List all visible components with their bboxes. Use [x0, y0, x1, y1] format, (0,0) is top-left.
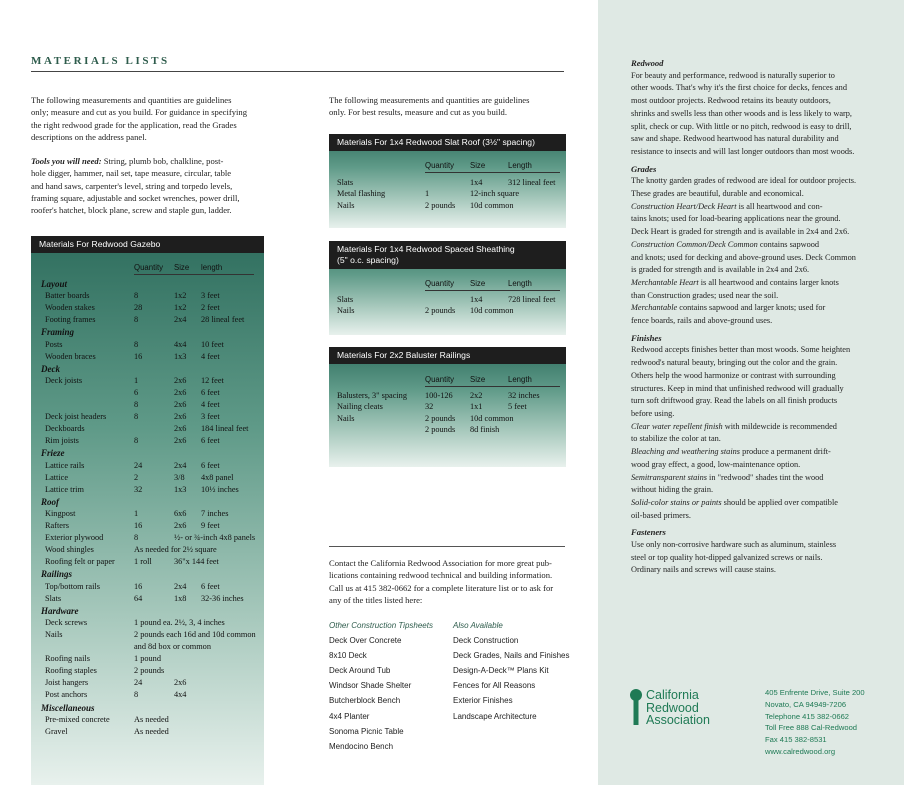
quantity-cell: 8 [134, 339, 139, 349]
length-cell: 9 feet [201, 521, 220, 530]
length-cell: 2 feet [201, 303, 220, 313]
address-line: Toll Free 888 Cal-Redwood [765, 723, 858, 733]
col-header-length: Length [508, 375, 532, 384]
quantity-cell: As needed [134, 714, 169, 724]
list-heading: Also Available [453, 621, 503, 630]
quantity-cell: 1 [425, 189, 430, 199]
quantity-cell: 16 [134, 581, 143, 591]
length-cell: 6 feet [201, 387, 220, 397]
text-line: These grades are beautiful, durable and economical. [631, 189, 804, 199]
redwood-tree-icon [629, 689, 643, 729]
quantity-cell: 8 [134, 412, 139, 422]
size-cell: 2x6 [174, 375, 187, 385]
item-cell: Top/bottom rails [45, 581, 100, 591]
text-line [631, 421, 893, 434]
size-cell: 1x1 [470, 402, 483, 412]
quantity-cell: 100-126 [425, 391, 453, 400]
section-heading: Redwood [631, 58, 664, 68]
col-header-quantity: Quantity [425, 279, 455, 288]
text-fragment: produce a permanent drift- [740, 447, 831, 457]
text-line: Ordinary nails and screws will cause stains. [631, 565, 776, 575]
text-line: hole digger, hammer, nail set, tape measure, circular, table [31, 168, 232, 179]
item-cell: Slats [45, 593, 62, 603]
quantity-cell: 1 roll [134, 557, 152, 567]
title-line: Materials For 1x4 Redwood Spaced Sheathing [337, 244, 515, 254]
item-cell: Exterior plywood [45, 533, 104, 543]
list-item: Deck Construction [453, 636, 519, 646]
item-cell: Wooden stakes [45, 303, 95, 313]
size-cell: 10d common [470, 200, 514, 210]
quantity-cell: As needed for 2½ square [134, 545, 217, 555]
size-cell: 2x4 [174, 315, 187, 325]
length-cell: 12 feet [201, 375, 224, 385]
length-cell: 3 feet [201, 412, 220, 422]
size-cell: 2x6 [174, 400, 187, 409]
address-line: www.calredwood.org [765, 746, 836, 756]
text-line [631, 497, 893, 510]
size-cell: 2x6 [174, 412, 187, 422]
size-cell: 4x4 [174, 690, 187, 700]
term: Merchantable Heart [631, 277, 699, 287]
item-cell: Nails [337, 413, 355, 423]
quantity-cell: 8 [134, 533, 139, 543]
text-line: tains knots; used for load-bearing applications near the ground. [631, 214, 841, 224]
length-cell: 3 feet [201, 291, 220, 301]
term: Construction Common/Deck Common [631, 239, 758, 249]
text-line: and knots; used for decking and above-ground uses. Deck Common [631, 252, 856, 262]
list-item: Design-A-Deck™ Plans Kit [453, 666, 549, 676]
size-cell: 10d common [470, 306, 514, 316]
address-line: Novato, CA 94949-7206 [765, 699, 847, 709]
item-cell: Posts [45, 339, 63, 349]
text-line [631, 446, 893, 459]
col-header-quantity: Quantity [425, 375, 455, 384]
item-cell: Deckboards [45, 424, 85, 434]
text-line: descriptions on the address panel. [31, 131, 147, 142]
item-cell: Roofing nails [45, 654, 90, 664]
item-cell: Kingpost [45, 508, 76, 518]
term: Merchantable [631, 303, 678, 313]
contact-address [765, 687, 865, 758]
list-item: 8x10 Deck [329, 651, 367, 661]
item-cell: Nailing cleats [337, 402, 383, 412]
size-cell: ½- or ¾-inch 4x8 panels [174, 533, 256, 543]
size-cell: 10d common [470, 413, 514, 423]
text-line: Contact the California Redwood Association for more great pub- [329, 558, 552, 568]
length-cell: 4 feet [201, 400, 220, 409]
intro2-paragraph [329, 94, 569, 119]
category-heading: Frieze [41, 448, 65, 459]
col-header-length: Length [508, 279, 532, 288]
item-cell: Wood shingles [45, 545, 94, 555]
text-line: fence boards, rails and above-ground uses. [631, 316, 773, 326]
contact-paragraph [329, 557, 569, 606]
text-line: than Construction grades; used near the soil. [631, 290, 779, 300]
size-cell: 1x3 [174, 484, 187, 494]
text-line: oil-based primers. [631, 510, 691, 520]
item-cell: Wooden braces [45, 351, 96, 361]
list-item: Fences for All Reasons [453, 681, 536, 691]
size-cell: 6x6 [174, 508, 187, 518]
text-line: other woods. That's why it's the first choice for decks, fences and [631, 83, 847, 93]
size-cell: 1x4 [470, 295, 483, 304]
text-line: to stabilize the color at tan. [631, 434, 721, 444]
size-cell: 2x6 [174, 436, 187, 446]
title-line: (5" o.c. spacing) [337, 255, 399, 265]
text-line: the right redwood grade for the application, read the Grades [31, 119, 237, 130]
length-cell: 6 feet [201, 581, 220, 591]
address-line: 405 Enfrente Drive, Suite 200 [765, 688, 865, 697]
item-cell: Pre-mixed concrete [45, 714, 110, 724]
item-cell: Nails [337, 200, 355, 210]
logo-text: Redwood [646, 700, 699, 715]
length-cell: 10½ inches [201, 484, 239, 494]
item-cell: Deck screws [45, 617, 88, 627]
list-item: Landscape Architecture [453, 711, 537, 721]
column-rule [425, 386, 560, 387]
quantity-cell: 2 pounds [425, 424, 456, 434]
quantity-cell: 6 [134, 387, 139, 397]
col-header-size: Size [470, 161, 486, 170]
text-line: structures. Keep in mind that unfinished redwood will gradually [631, 383, 844, 393]
right-column-text [631, 57, 893, 577]
size-cell: 1x2 [174, 303, 187, 313]
text-line: Deck Heart is graded for strength and is available in 2x4 and 2x6. [631, 227, 850, 237]
quantity-cell: 16 [134, 351, 143, 361]
quantity-cell: 64 [134, 593, 143, 603]
address-line: Fax 415 382-8531 [765, 735, 827, 745]
table-title [329, 241, 566, 269]
length-cell: 6 feet [201, 436, 220, 446]
tools-paragraph [31, 155, 271, 216]
col-header-size: Size [470, 375, 486, 384]
text-line [631, 239, 893, 252]
item-cell: Batter boards [45, 291, 90, 301]
column-rule [134, 274, 254, 275]
text-fragment: with mildewcide is recommended [722, 421, 837, 431]
item-cell: Rim joists [45, 436, 79, 446]
quantity-cell: 1 [134, 508, 139, 518]
item-cell: Slats [337, 295, 354, 304]
text-line: wood gray effect, a good, low-maintenance option. [631, 459, 801, 469]
list-item: 4x4 Planter [329, 711, 370, 721]
quantity-cell: 16 [134, 521, 143, 530]
size-cell: 3/8 [174, 472, 185, 482]
table-title: Materials For Redwood Gazebo [31, 236, 264, 253]
text-line: and hand saws, carpenter's level, string and torpedo levels, [31, 180, 233, 191]
item-cell: Metal flashing [337, 189, 386, 199]
size-cell: 1x3 [174, 351, 187, 361]
list-item: Deck Grades, Nails and Finishes [453, 651, 570, 661]
logo-text: California [646, 688, 699, 702]
text-line: For beauty and performance, redwood is naturally superior to [631, 70, 835, 80]
also-available-list [453, 618, 578, 724]
tools-label: Tools you will need: [31, 156, 102, 166]
section-heading: Fasteners [631, 527, 666, 538]
section-heading: Grades [631, 163, 657, 174]
text-line: String, plumb bob, chalkline, post- [101, 156, 224, 166]
size-cell: 2x6 [174, 387, 187, 397]
col-header-size: Size [174, 263, 190, 272]
column-rule [425, 290, 560, 291]
term: Semitransparent stains [631, 472, 707, 482]
item-cell: Roofing staples [45, 666, 97, 676]
text-line: The following measurements and quantities are guidelines [329, 95, 530, 105]
quantity-cell: 28 [134, 303, 143, 313]
length-cell: 4 feet [201, 351, 220, 361]
item-cell: Deck joists [45, 375, 83, 385]
logo-text: Association [646, 713, 710, 727]
quantity-cell: 8 [134, 315, 139, 325]
term: Solid-color stains or paints [631, 497, 722, 507]
item-cell: Lattice trim [45, 484, 84, 494]
quantity-cell: 1 pound ea. 2½, 3, 4 inches [134, 617, 225, 627]
text-line [631, 277, 893, 290]
size-cell: 2x4 [174, 460, 187, 470]
text-line: Redwood accepts finishes better than most woods. Some heighten [631, 345, 851, 355]
list-item: Sonoma Picnic Table [329, 726, 404, 736]
list-heading: Other Construction Tipsheets [329, 621, 433, 630]
section-heading: Finishes [631, 332, 662, 343]
slat-roof-table [329, 134, 566, 228]
length-cell: 4x8 panel [201, 472, 234, 482]
quantity-cell: 8 [134, 690, 139, 700]
text-line [631, 302, 893, 315]
page-title: MATERIALS LISTS [31, 55, 170, 67]
tipsheets-list [329, 618, 454, 754]
term: Bleaching and weathering stains [631, 447, 741, 457]
size-cell: 2x4 [174, 581, 187, 591]
text-line: lications containing redwood technical and building information. [329, 570, 553, 581]
text-fragment: is all heartwood and con- [736, 201, 823, 211]
column-rule [425, 172, 560, 173]
size-cell: 2x2 [470, 391, 483, 400]
text-line: steel or top quality hot-dipped galvanized screws or nails. [631, 552, 823, 562]
quantity-cell: 2 pounds [425, 413, 456, 423]
category-heading: Framing [41, 327, 75, 338]
quantity-cell: 2 pounds [134, 666, 165, 676]
quantity-cell: 1 [134, 375, 139, 385]
category-heading: Hardware [41, 605, 79, 616]
item-cell: Post anchors [45, 690, 88, 700]
text-line: is graded for strength and is available in 2x4 and 2x6. [631, 265, 810, 275]
term: Clear water repellent finish [631, 421, 723, 431]
size-cell: 2x6 [174, 424, 187, 434]
length-cell: 184 lineal feet [201, 424, 249, 434]
length-cell: 10 feet [201, 339, 224, 349]
list-item: Deck Around Tub [329, 666, 391, 676]
col-header-quantity: Quantity [134, 263, 164, 272]
category-heading: Miscellaneous [41, 702, 95, 713]
text-line: saw and shape. Redwood heartwood has natural durability and [631, 134, 839, 144]
quantity-cell: 2 [134, 472, 139, 482]
item-cell: Slats [337, 178, 354, 187]
cra-logo [629, 689, 739, 731]
list-item: Windsor Shade Shelter [329, 681, 412, 691]
length-cell: 32-36 inches [201, 593, 244, 603]
address-line: Telephone 415 382-0662 [765, 711, 850, 721]
col-header-length: length [201, 263, 223, 272]
quantity-cell: 24 [134, 460, 143, 470]
length-cell: 5 feet [508, 402, 527, 412]
text-line: framing square, adjustable and socket wrenches, power drill, [31, 192, 240, 203]
size-cell: 12-inch square [470, 189, 520, 199]
item-cell: Footing frames [45, 315, 96, 325]
size-cell: 1x2 [174, 291, 187, 301]
item-cell: Roofing felt or paper [45, 557, 115, 567]
category-heading: Layout [41, 279, 67, 289]
item-cell: Lattice [45, 472, 69, 482]
col-header-quantity: Quantity [425, 161, 455, 170]
item-cell: Lattice rails [45, 460, 85, 470]
text-fragment: contains sapwood and larger knots; used for [677, 303, 826, 313]
quantity-cell: 8 [134, 291, 139, 301]
item-cell: Joist hangers [45, 678, 89, 688]
size-cell: 1x4 [470, 178, 483, 187]
length-cell: 28 lineal feet [201, 315, 245, 325]
text-line: only. For best results, measure and cut as you build. [329, 107, 507, 118]
quantity-cell: 2 pounds each 16d and 10d common [134, 629, 256, 639]
quantity-cell: 8 [134, 400, 139, 409]
list-item: Exterior Finishes [453, 696, 513, 706]
text-line: roofer's hatchet, block plane, screw and staple gun, ladder. [31, 205, 232, 216]
text-line: only; measure and cut as you build. For guidance in specifying [31, 107, 247, 118]
baluster-table [329, 347, 566, 467]
text-fragment: should be applied over compatible [721, 497, 838, 507]
text-line: redwood's natural beauty, bringing out the color and the grain. [631, 358, 838, 368]
sheathing-table [329, 241, 566, 335]
text-fragment: in "redwood" shades tint the wood [706, 472, 824, 482]
list-item: Mendocino Bench [329, 741, 394, 751]
quantity-cell: 2 pounds [425, 200, 456, 210]
gazebo-materials-table [31, 236, 264, 785]
table-title: Materials For 1x4 Redwood Slat Roof (3½" spacing) [329, 134, 566, 151]
length-cell: 6 feet [201, 460, 220, 470]
quantity-cell: 2 pounds [425, 306, 456, 316]
text-line: before using. [631, 408, 675, 418]
size-cell: 1x8 [174, 593, 187, 603]
text-line: Others help the wood harmonize or contrast with surrounding [631, 370, 836, 380]
length-cell: 32 inches [508, 391, 540, 400]
category-heading: Railings [41, 569, 73, 580]
item-cell: Nails [337, 306, 355, 316]
text-line: resistance to insects and will last longer outdoors than most woods. [631, 146, 855, 156]
item-cell: Deck joist headers [45, 412, 107, 422]
item-cell: Nails [45, 629, 63, 639]
category-heading: Roof [41, 496, 59, 507]
text-line: The knotty garden grades of redwood are ideal for outdoor projects. [631, 176, 857, 186]
item-cell: Rafters [45, 521, 69, 530]
title-divider [31, 71, 564, 72]
item-cell: Gravel [45, 726, 68, 736]
quantity-cell: and 8d box or common [134, 642, 211, 651]
text-line: Call us at 415 382-0662 for a complete literature list or to ask for [329, 582, 554, 593]
quantity-cell: 8 [134, 436, 139, 446]
size-cell: 36"x 144 feet [174, 557, 219, 567]
list-item: Butcherblock Bench [329, 696, 401, 706]
intro-paragraph [31, 94, 271, 143]
category-heading: Deck [41, 363, 60, 374]
text-line: most outdoor projects. Redwood retains its beauty outdoors, [631, 96, 831, 106]
text-line: without hiding the grain. [631, 485, 714, 495]
col-header-length: Length [508, 161, 532, 170]
text-line [631, 201, 893, 214]
col-header-size: Size [470, 279, 486, 288]
contact-divider [329, 546, 565, 547]
text-fragment: contains sapwood [757, 239, 820, 249]
length-cell: 7 inches [201, 508, 229, 518]
length-cell: 312 lineal feet [508, 178, 556, 187]
quantity-cell: 32 [425, 402, 434, 412]
size-cell: 2x6 [174, 521, 187, 530]
text-line: split, check or cup. With little or no pitch, redwood is easy to drill, [631, 121, 852, 131]
text-line [631, 472, 893, 485]
length-cell: 728 lineal feet [508, 295, 556, 304]
text-line: The following measurements and quantities are guidelines [31, 95, 232, 105]
table-title: Materials For 2x2 Baluster Railings [329, 347, 566, 364]
size-cell: 8d finish [470, 424, 500, 434]
list-item: Deck Over Concrete [329, 636, 402, 646]
text-fragment: is all heartwood and contains larger knots [698, 277, 839, 287]
quantity-cell: As needed [134, 726, 169, 736]
text-line: shrinks and swells less than other woods and is less likely to warp, [631, 108, 852, 118]
quantity-cell: 1 pound [134, 654, 161, 664]
text-line: Use only non-corrosive hardware such as aluminum, stainless [631, 540, 837, 550]
size-cell: 2x6 [174, 678, 187, 688]
size-cell: 4x4 [174, 339, 187, 349]
text-line: turn soft driftwood gray. Read the labels on all finish products [631, 396, 838, 406]
text-line: any of the titles listed here: [329, 594, 423, 605]
quantity-cell: 24 [134, 678, 143, 688]
quantity-cell: 32 [134, 484, 143, 494]
item-cell: Balusters, 3" spacing [337, 391, 407, 400]
term: Construction Heart/Deck Heart [631, 201, 737, 211]
